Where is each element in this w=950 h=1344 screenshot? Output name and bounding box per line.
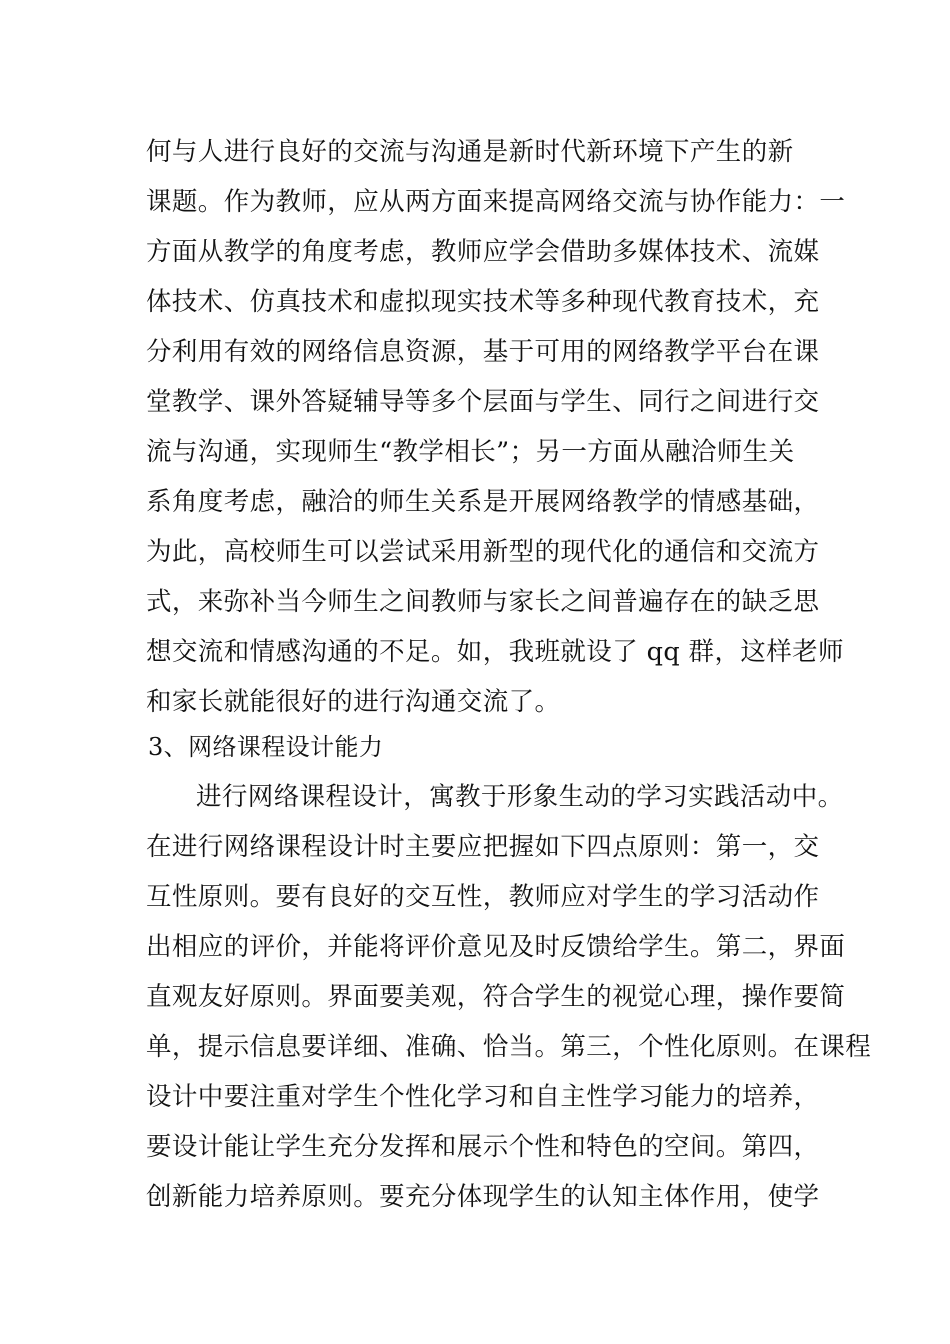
paragraph-line: 和家长就能很好的进行沟通交流了。 — [146, 687, 561, 717]
paragraph-line: 堂教学、课外答疑辅导等多个层面与学生、同行之间进行交 — [146, 387, 820, 417]
paragraph-line: 设计中要注重对学生个性化学习和自主性学习能力的培养， — [146, 1082, 820, 1112]
paragraph-line: 要设计能让学生充分发挥和展示个性和特色的空间。第四， — [146, 1132, 820, 1162]
paragraph-line: 出相应的评价，并能将评价意见及时反馈给学生。第二，界面 — [146, 932, 846, 962]
paragraph-line: 分利用有效的网络信息资源，基于可用的网络教学平台在课 — [146, 337, 820, 367]
section-heading: 3、网络课程设计能力 — [148, 733, 384, 761]
paragraph-line: 创新能力培养原则。要充分体现学生的认知主体作用，使学 — [146, 1182, 820, 1212]
paragraph-line: 互性原则。要有良好的交互性，教师应对学生的学习活动作 — [146, 882, 820, 912]
paragraph-line: 式，来弥补当今师生之间教师与家长之间普遍存在的缺乏思 — [146, 587, 820, 617]
paragraph-line: 课题。作为教师，应从两方面来提高网络交流与协作能力：一 — [146, 187, 846, 217]
paragraph-line: 单，提示信息要详细、准确、恰当。第三，个性化原则。在课程 — [146, 1032, 872, 1062]
paragraph-line: 系角度考虑，融洽的师生关系是开展网络教学的情感基础， — [146, 487, 820, 517]
paragraph-line: 何与人进行良好的交流与沟通是新时代新环境下产生的新 — [146, 137, 794, 167]
paragraph-line: 进行网络课程设计，寓教于形象生动的学习实践活动中。 — [196, 782, 844, 812]
paragraph-line: 直观友好原则。界面要美观，符合学生的视觉心理，操作要简 — [146, 982, 846, 1012]
paragraph-line: 方面从教学的角度考虑，教师应学会借助多媒体技术、流媒 — [146, 237, 820, 267]
paragraph-line: 流与沟通，实现师生“教学相长”；另一方面从融洽师生关 — [146, 437, 795, 467]
paragraph-line: 为此，高校师生可以尝试采用新型的现代化的通信和交流方 — [146, 537, 820, 567]
paragraph-line: 体技术、仿真技术和虚拟现实技术等多种现代教育技术，充 — [146, 287, 820, 317]
paragraph-line: 想交流和情感沟通的不足。如，我班就设了 qq 群，这样老师 — [146, 637, 844, 667]
paragraph-line: 在进行网络课程设计时主要应把握如下四点原则：第一，交 — [146, 832, 820, 862]
